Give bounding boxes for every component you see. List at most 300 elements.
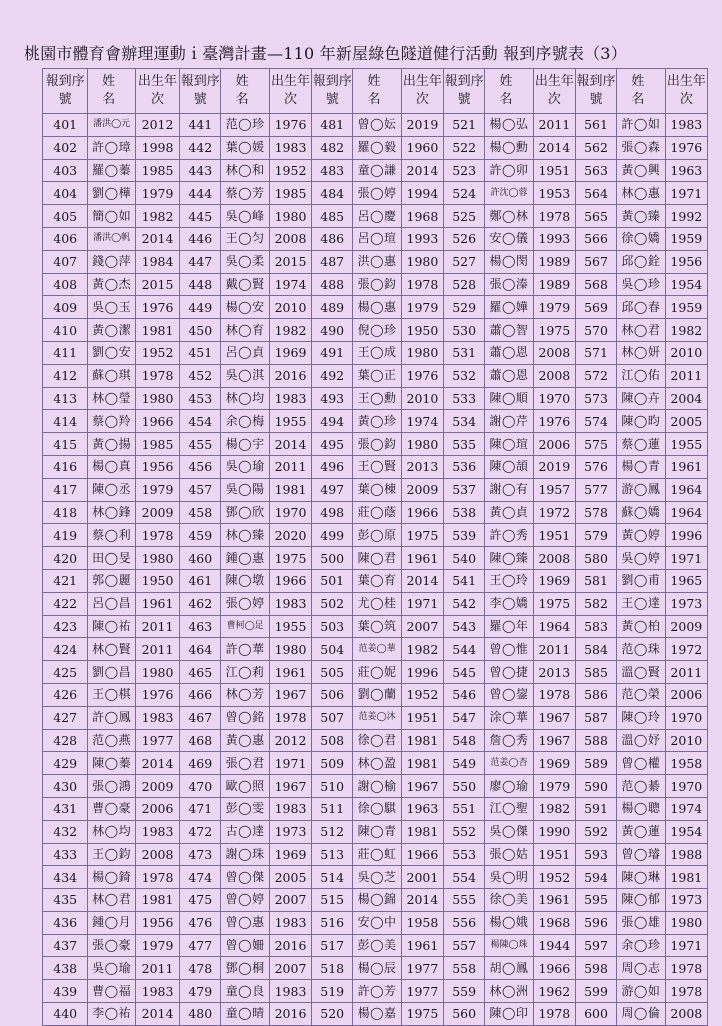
serial-number: 466 (180, 683, 221, 706)
serial-number: 546 (444, 683, 485, 706)
serial-number: 508 (312, 729, 353, 752)
participant-name: 葉◯媛 (221, 136, 270, 159)
participant-name: 林◯盈 (353, 752, 402, 775)
participant-name: 鄧◯欣 (221, 501, 270, 524)
serial-number: 598 (575, 957, 616, 980)
birth-year: 1969 (269, 341, 311, 364)
birth-year: 2010 (665, 729, 707, 752)
birth-year: 2008 (135, 843, 179, 866)
birth-year: 2009 (665, 615, 707, 638)
birth-year: 1979 (135, 478, 179, 501)
birth-year: 1981 (665, 866, 707, 889)
birth-year: 1961 (401, 934, 443, 957)
birth-year: 2011 (135, 638, 179, 661)
birth-year: 1961 (401, 547, 443, 570)
birth-year: 2015 (269, 250, 311, 273)
participant-name: 彭◯美 (353, 934, 402, 957)
serial-number: 483 (312, 159, 353, 182)
table-row (43, 980, 708, 1003)
participant-name: 曹柯◯足 (221, 615, 270, 638)
birth-year: 1957 (533, 478, 575, 501)
participant-name: 林◯君 (617, 319, 666, 342)
birth-year: 1985 (269, 182, 311, 205)
participant-name: 曾◯權 (617, 752, 666, 775)
serial-number: 472 (180, 820, 221, 843)
birth-year: 1980 (135, 661, 179, 684)
birth-year: 1976 (401, 364, 443, 387)
participant-name: 王◯匀 (221, 227, 270, 250)
birth-year: 2007 (401, 615, 443, 638)
serial-number: 431 (43, 797, 88, 820)
serial-number: 504 (312, 638, 353, 661)
birth-year: 2011 (533, 114, 575, 137)
birth-year: 1967 (401, 775, 443, 798)
table-row (43, 250, 708, 273)
participant-name: 許◯璋 (88, 136, 136, 159)
birth-year: 2014 (533, 136, 575, 159)
participant-name: 蕭◯智 (485, 319, 534, 342)
serial-number: 461 (180, 569, 221, 592)
table-row (43, 752, 708, 775)
birth-year: 2010 (665, 341, 707, 364)
birth-year: 2010 (401, 387, 443, 410)
birth-year: 2016 (269, 934, 311, 957)
participant-name: 黃◯潔 (88, 319, 136, 342)
serial-number: 566 (575, 227, 616, 250)
participant-name: 吳◯珍 (617, 273, 666, 296)
participant-name: 游◯如 (617, 980, 666, 1003)
birth-year: 1983 (135, 706, 179, 729)
serial-number: 477 (180, 934, 221, 957)
serial-number: 498 (312, 501, 353, 524)
participant-name: 徐◯美 (485, 889, 534, 912)
header-serial: 報到序號 (575, 69, 616, 114)
participant-name: 王◯成 (353, 341, 402, 364)
birth-year: 2016 (269, 1003, 311, 1026)
birth-year: 1975 (533, 319, 575, 342)
participant-name: 陳◯蓁 (88, 752, 136, 775)
serial-number: 422 (43, 592, 88, 615)
birth-year: 1976 (135, 683, 179, 706)
participant-name: 曾◯璿 (617, 843, 666, 866)
serial-number: 415 (43, 433, 88, 456)
serial-number: 510 (312, 775, 353, 798)
serial-number: 455 (180, 433, 221, 456)
participant-name: 蕭◯恩 (485, 364, 534, 387)
serial-number: 470 (180, 775, 221, 798)
participant-name: 吳◯婷 (617, 547, 666, 570)
serial-number: 488 (312, 273, 353, 296)
birth-year: 1964 (665, 501, 707, 524)
serial-number: 537 (444, 478, 485, 501)
birth-year: 1963 (665, 159, 707, 182)
header-name: 姓 名 (617, 69, 666, 114)
header-name: 姓 名 (88, 69, 136, 114)
birth-year: 1956 (135, 911, 179, 934)
birth-year: 1983 (269, 797, 311, 820)
serial-number: 403 (43, 159, 88, 182)
serial-number: 513 (312, 843, 353, 866)
participant-name: 林◯君 (88, 889, 136, 912)
participant-name: 許◯華 (221, 638, 270, 661)
participant-name: 劉◯安 (88, 341, 136, 364)
birth-year: 1976 (533, 410, 575, 433)
birth-year: 2007 (269, 957, 311, 980)
participant-name: 楊◯真 (88, 455, 136, 478)
birth-year: 2012 (135, 114, 179, 137)
birth-year: 1954 (665, 273, 707, 296)
participant-name: 謝◯有 (485, 478, 534, 501)
serial-number: 541 (444, 569, 485, 592)
serial-number: 441 (180, 114, 221, 137)
serial-number: 445 (180, 205, 221, 228)
participant-name: 王◯勳 (353, 387, 402, 410)
participant-name: 周◯倫 (617, 1003, 666, 1026)
table-row (43, 455, 708, 478)
birth-year: 1980 (135, 387, 179, 410)
birth-year: 1961 (665, 455, 707, 478)
birth-year: 2019 (533, 455, 575, 478)
serial-number: 553 (444, 843, 485, 866)
participant-name: 吳◯淇 (221, 364, 270, 387)
participant-name: 黃◯珍 (353, 410, 402, 433)
serial-number: 468 (180, 729, 221, 752)
serial-number: 542 (444, 592, 485, 615)
serial-number: 522 (444, 136, 485, 159)
birth-year: 1962 (533, 980, 575, 1003)
serial-number: 487 (312, 250, 353, 273)
serial-number: 596 (575, 911, 616, 934)
serial-number: 454 (180, 410, 221, 433)
serial-number: 594 (575, 866, 616, 889)
header-row (43, 69, 708, 114)
participant-name: 黃◯揚 (88, 433, 136, 456)
serial-number: 572 (575, 364, 616, 387)
birth-year: 1993 (533, 227, 575, 250)
serial-number: 425 (43, 661, 88, 684)
serial-number: 518 (312, 957, 353, 980)
serial-number: 447 (180, 250, 221, 273)
serial-number: 528 (444, 273, 485, 296)
serial-number: 552 (444, 820, 485, 843)
birth-year: 1958 (665, 752, 707, 775)
serial-number: 423 (43, 615, 88, 638)
serial-number: 533 (444, 387, 485, 410)
serial-number: 495 (312, 433, 353, 456)
birth-year: 1966 (533, 957, 575, 980)
table-row (43, 661, 708, 684)
participant-name: 張◯鈞 (353, 433, 402, 456)
serial-number: 467 (180, 706, 221, 729)
participant-name: 溫◯賢 (617, 661, 666, 684)
serial-number: 412 (43, 364, 88, 387)
birth-year: 1961 (269, 661, 311, 684)
serial-number: 493 (312, 387, 353, 410)
participant-name: 楊◯錦 (353, 889, 402, 912)
birth-year: 2005 (269, 866, 311, 889)
participant-name: 余◯珍 (617, 934, 666, 957)
serial-number: 437 (43, 934, 88, 957)
serial-number: 538 (444, 501, 485, 524)
serial-number: 474 (180, 866, 221, 889)
participant-name: 楊◯安 (221, 296, 270, 319)
serial-number: 512 (312, 820, 353, 843)
serial-number: 489 (312, 296, 353, 319)
serial-number: 547 (444, 706, 485, 729)
serial-number: 418 (43, 501, 88, 524)
serial-number: 463 (180, 615, 221, 638)
serial-number: 501 (312, 569, 353, 592)
birth-year: 1973 (665, 889, 707, 912)
birth-year: 2008 (665, 1003, 707, 1026)
participant-name: 林◯均 (221, 387, 270, 410)
serial-number: 548 (444, 729, 485, 752)
birth-year: 1978 (135, 866, 179, 889)
participant-name: 羅◯蓁 (88, 159, 136, 182)
birth-year: 1980 (665, 911, 707, 934)
participant-name: 曾◯妘 (353, 114, 402, 137)
serial-number: 597 (575, 934, 616, 957)
birth-year: 1967 (269, 683, 311, 706)
serial-number: 570 (575, 319, 616, 342)
participant-name: 范姜◯沐 (353, 706, 402, 729)
birth-year: 1974 (665, 797, 707, 820)
serial-number: 424 (43, 638, 88, 661)
birth-year: 1950 (135, 569, 179, 592)
participant-name: 黃◯蓮 (617, 820, 666, 843)
participant-name: 古◯達 (221, 820, 270, 843)
birth-year: 1971 (269, 752, 311, 775)
table-row (43, 569, 708, 592)
table-row (43, 547, 708, 570)
participant-name: 陳◯郁 (617, 889, 666, 912)
serial-number: 527 (444, 250, 485, 273)
birth-year: 1956 (665, 250, 707, 273)
participant-name: 范◯珠 (617, 638, 666, 661)
serial-number: 478 (180, 957, 221, 980)
serial-number: 573 (575, 387, 616, 410)
participant-name: 莊◯虹 (353, 843, 402, 866)
birth-year: 1978 (665, 957, 707, 980)
birth-year: 2004 (665, 387, 707, 410)
birth-year: 1981 (269, 478, 311, 501)
serial-number: 551 (444, 797, 485, 820)
participant-name: 田◯旻 (88, 547, 136, 570)
participant-name: 童◯謙 (353, 159, 402, 182)
birth-year: 1953 (533, 182, 575, 205)
participant-name: 林◯妍 (617, 341, 666, 364)
participant-name: 黃◯婷 (617, 524, 666, 547)
birth-year: 2009 (135, 501, 179, 524)
birth-year: 1961 (533, 889, 575, 912)
serial-number: 580 (575, 547, 616, 570)
serial-number: 490 (312, 319, 353, 342)
table-row (43, 775, 708, 798)
serial-number: 565 (575, 205, 616, 228)
birth-year: 1983 (135, 820, 179, 843)
birth-year: 1960 (401, 136, 443, 159)
table-row (43, 866, 708, 889)
header-name: 姓 名 (353, 69, 402, 114)
serial-number: 459 (180, 524, 221, 547)
participant-name: 王◯賢 (353, 455, 402, 478)
participant-name: 林◯賢 (88, 638, 136, 661)
birth-year: 1964 (533, 615, 575, 638)
birth-year: 1981 (135, 889, 179, 912)
birth-year: 1970 (533, 387, 575, 410)
serial-number: 600 (575, 1003, 616, 1026)
serial-number: 499 (312, 524, 353, 547)
birth-year: 1994 (401, 182, 443, 205)
birth-year: 1970 (665, 775, 707, 798)
participant-name: 倪◯珍 (353, 319, 402, 342)
serial-number: 581 (575, 569, 616, 592)
participant-name: 林◯瑩 (88, 387, 136, 410)
birth-year: 1955 (269, 410, 311, 433)
serial-number: 433 (43, 843, 88, 866)
serial-number: 516 (312, 911, 353, 934)
serial-number: 404 (43, 182, 88, 205)
participant-name: 吳◯瑜 (88, 957, 136, 980)
header-serial: 報到序號 (312, 69, 353, 114)
serial-number: 509 (312, 752, 353, 775)
participant-name: 吳◯瑜 (221, 455, 270, 478)
serial-number: 563 (575, 159, 616, 182)
participant-name: 呂◯貞 (221, 341, 270, 364)
participant-name: 鄧◯桐 (221, 957, 270, 980)
serial-number: 549 (444, 752, 485, 775)
participant-name: 謝◯芹 (485, 410, 534, 433)
birth-year: 1998 (135, 136, 179, 159)
participant-name: 詹◯秀 (485, 729, 534, 752)
participant-name: 王◯玲 (485, 569, 534, 592)
birth-year: 1968 (533, 911, 575, 934)
participant-name: 曾◯婷 (221, 889, 270, 912)
serial-number: 555 (444, 889, 485, 912)
birth-year: 1978 (269, 706, 311, 729)
header-birth-year: 出生年次 (269, 69, 311, 114)
birth-year: 1975 (401, 524, 443, 547)
serial-number: 569 (575, 296, 616, 319)
birth-year: 2001 (401, 866, 443, 889)
birth-year: 2019 (401, 114, 443, 137)
birth-year: 1996 (665, 524, 707, 547)
serial-number: 517 (312, 934, 353, 957)
birth-year: 2016 (269, 364, 311, 387)
table-row (43, 638, 708, 661)
serial-number: 442 (180, 136, 221, 159)
serial-number: 556 (444, 911, 485, 934)
participant-name: 葉◯正 (353, 364, 402, 387)
participant-name: 吳◯陽 (221, 478, 270, 501)
serial-number: 529 (444, 296, 485, 319)
participant-name: 吳◯柔 (221, 250, 270, 273)
table-row (43, 683, 708, 706)
serial-number: 579 (575, 524, 616, 547)
participant-name: 曾◯銘 (221, 706, 270, 729)
participant-name: 蕭◯恩 (485, 341, 534, 364)
serial-number: 429 (43, 752, 88, 775)
participant-name: 李◯嬌 (485, 592, 534, 615)
serial-number: 494 (312, 410, 353, 433)
participant-name: 曾◯傑 (221, 866, 270, 889)
participant-name: 劉◯甫 (617, 569, 666, 592)
birth-year: 2011 (665, 661, 707, 684)
participant-name: 林◯洲 (485, 980, 534, 1003)
birth-year: 1980 (401, 433, 443, 456)
table-row (43, 478, 708, 501)
header-name: 姓 名 (221, 69, 270, 114)
serial-number: 452 (180, 364, 221, 387)
serial-number: 407 (43, 250, 88, 273)
serial-number: 413 (43, 387, 88, 410)
table-row (43, 341, 708, 364)
participant-name: 蔡◯羚 (88, 410, 136, 433)
serial-number: 462 (180, 592, 221, 615)
serial-number: 417 (43, 478, 88, 501)
header-serial: 報到序號 (43, 69, 88, 114)
participant-name: 鄭◯林 (485, 205, 534, 228)
birth-year: 1983 (269, 136, 311, 159)
table-row (43, 501, 708, 524)
participant-name: 王◯棋 (88, 683, 136, 706)
birth-year: 1971 (665, 934, 707, 957)
participant-name: 楊◯宇 (221, 433, 270, 456)
table-row (43, 957, 708, 980)
serial-number: 414 (43, 410, 88, 433)
serial-number: 585 (575, 661, 616, 684)
serial-number: 497 (312, 478, 353, 501)
serial-number: 523 (444, 159, 485, 182)
serial-number: 428 (43, 729, 88, 752)
birth-year: 1973 (269, 820, 311, 843)
table-row (43, 387, 708, 410)
table-row (43, 706, 708, 729)
participant-name: 楊◯辰 (353, 957, 402, 980)
serial-number: 416 (43, 455, 88, 478)
serial-number: 456 (180, 455, 221, 478)
serial-number: 479 (180, 980, 221, 1003)
serial-number: 419 (43, 524, 88, 547)
birth-year: 1951 (533, 524, 575, 547)
header-birth-year: 出生年次 (665, 69, 707, 114)
participant-name: 陳◯卉 (617, 387, 666, 410)
birth-year: 1977 (401, 957, 443, 980)
birth-year: 1983 (665, 114, 707, 137)
serial-number: 475 (180, 889, 221, 912)
participant-name: 林◯惠 (617, 182, 666, 205)
serial-number: 560 (444, 1003, 485, 1026)
participant-name: 廖◯瑜 (485, 775, 534, 798)
participant-name: 張◯鈞 (353, 273, 402, 296)
participant-name: 胡◯鳳 (485, 957, 534, 980)
serial-number: 450 (180, 319, 221, 342)
birth-year: 1952 (533, 866, 575, 889)
serial-number: 421 (43, 569, 88, 592)
participant-name: 許◯秀 (485, 524, 534, 547)
serial-number: 514 (312, 866, 353, 889)
birth-year: 1969 (269, 843, 311, 866)
table-row (43, 296, 708, 319)
serial-number: 544 (444, 638, 485, 661)
serial-number: 505 (312, 661, 353, 684)
birth-year: 2008 (533, 341, 575, 364)
participant-name: 范姜◯華 (353, 638, 402, 661)
birth-year: 1989 (533, 273, 575, 296)
birth-year: 1978 (533, 683, 575, 706)
birth-year: 1975 (269, 547, 311, 570)
serial-number: 444 (180, 182, 221, 205)
